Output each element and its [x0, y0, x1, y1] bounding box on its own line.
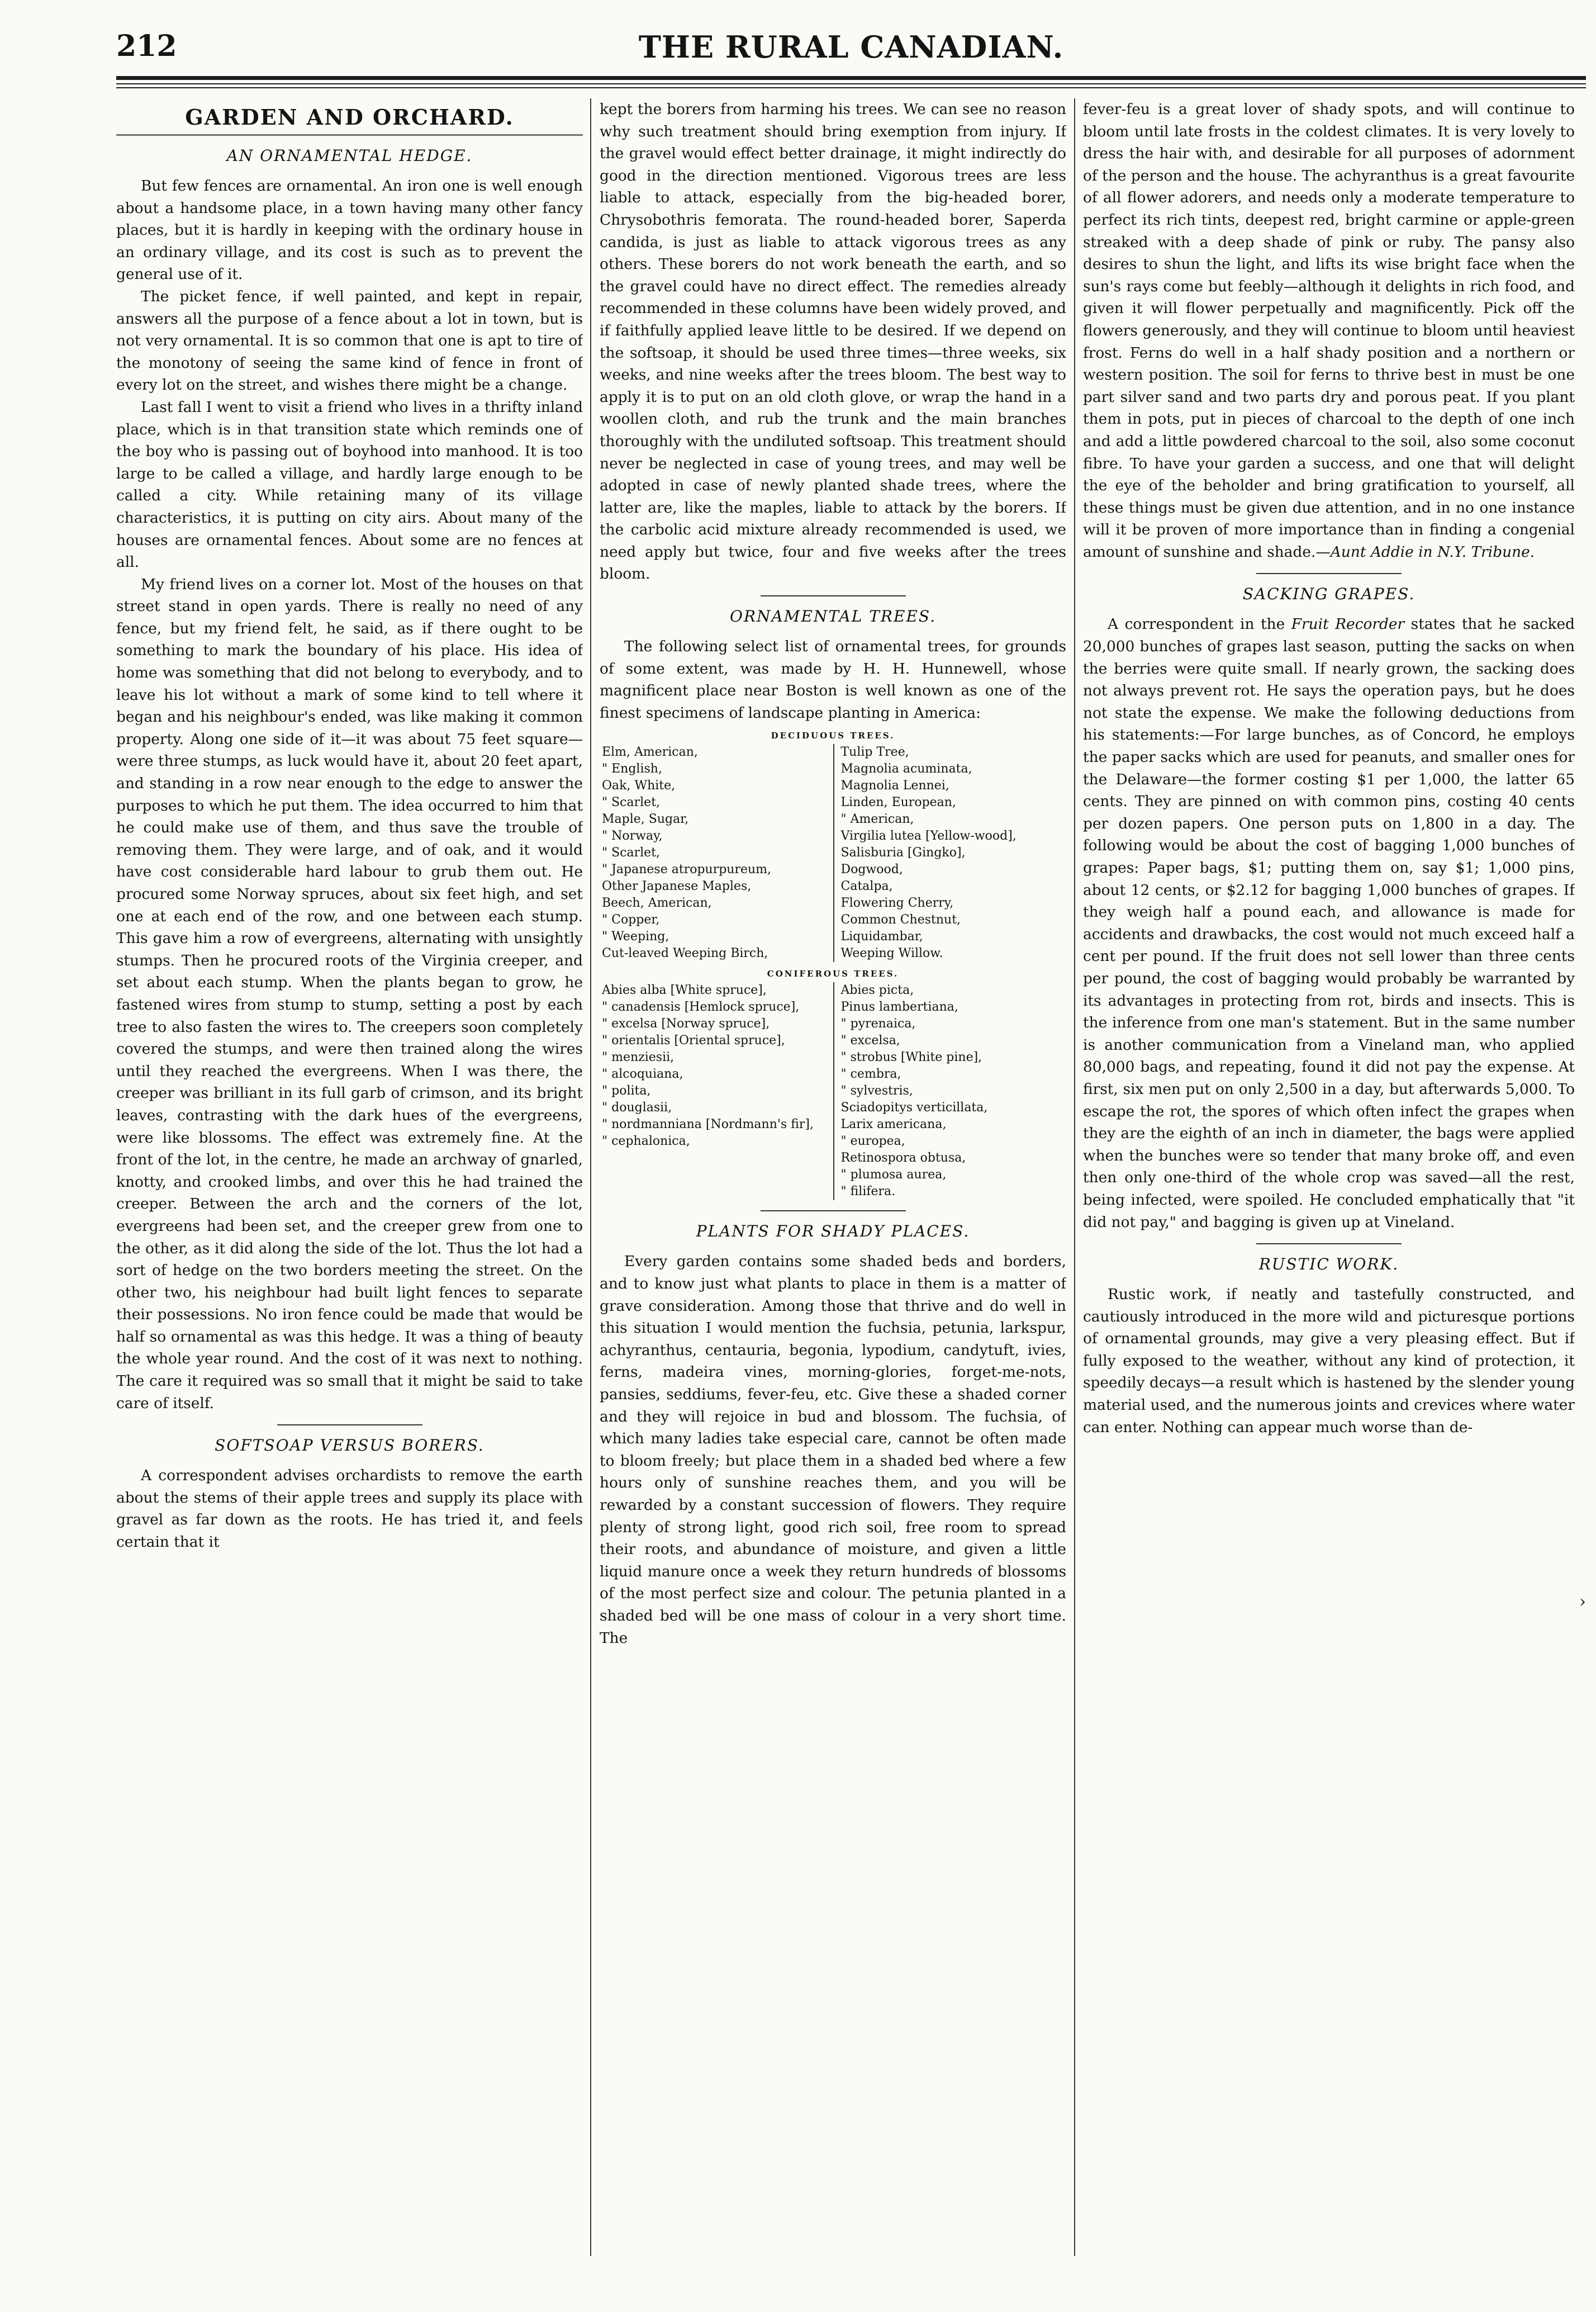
grapes-text-1: A correspondent in the — [1108, 615, 1291, 633]
tree-list-entry: " menziesii, — [602, 1050, 674, 1065]
tree-list-entry: " Scarlet, — [602, 795, 661, 810]
tree-list-entry: Common Chestnut, — [840, 913, 961, 927]
tree-list-entry: Salisburia [Gingko], — [840, 846, 966, 860]
tree-list-entry: " polita, — [602, 1084, 651, 1098]
tree-list-entry: Other Japanese Maples, — [602, 879, 752, 894]
shady-text: fever-feu is a great lover of shady spots, and will continue to bloom until late frosts in the coldest climates. It is very lovely to dress the hair with, and desirable for all purposes of adornment of the person and the house. The achyranthus is a great favourite of all flower adorers, and needs only a moderate temperature to perfect its rich tints, deepest red, bright carmine or apple-green streaked with a deep shade of pink or ruby. The pansy also desires to shun the light, and lifts its wise bright face when the sun's rays come but feebly—although it delights in rich food, and given it will flower perpetually and magnificently. Pick off the flowers generously, and they will continue to bloom until heaviest frost. Ferns do well in a half shady position and a northern or western position. The soil for ferns to thrive best in must be one part silver sand and two parts dry and porous peat. If you plant them in pots, put in pieces of charcoal to the depth of one inch and add a little powdered charcoal to the soil, also some coconut fibre. To have your garden a success, and one that will delight the eye of the beholder and bring gratification to yourself, all these things must be given due attention, and in no one instance will it be proven of more importance than in finding a congenial amount of sunshine and shade. — [1083, 101, 1575, 561]
deciduous-trees-heading: DECIDUOUS TREES. — [771, 731, 895, 741]
coniferous-trees-heading: CONIFEROUS TREES. — [767, 969, 899, 979]
article-heading-shady-places: PLANTS FOR SHADY PLACES. — [696, 1222, 970, 1241]
tree-list-entry: Abies alba [White spruce], — [602, 983, 767, 998]
tree-list-entry: Maple, Sugar, — [602, 812, 689, 827]
coniferous-left-column — [600, 982, 833, 1200]
tree-list-entry: " plumosa aurea, — [840, 1168, 947, 1182]
tree-list-entry: Retinospora obtusa, — [840, 1151, 966, 1166]
tree-list-entry: " excelsa, — [840, 1034, 900, 1048]
tree-list-entry: " alcoquiana, — [602, 1067, 683, 1082]
tree-list-entry: Magnolia Lennei, — [840, 779, 949, 793]
edge-mark: › — [1579, 1592, 1586, 1612]
tree-list-entry: Weeping Willow. — [840, 946, 943, 961]
header-rule-thin-2 — [116, 87, 1586, 88]
column-divider-2 — [1074, 98, 1075, 2256]
softsoap-paragraph-continued: kept the borers from harming his trees. We can see no reason why such treatment should bring exemption from injury. If the gravel would effect better drainage, it might indirectly do good in the direction mentioned. Vigorous trees are less liable to attack, especially from the big-headed borer, Chrysobothris femorata. The round-headed borer, Saperda candida, is just as liable to attack vigorous trees as any others. These borers do not work beneath the earth, and so the gravel could have no direct effect. The remedies already recommended in these columns have been widely proved, and if faithfully applied leave little to be desired. If we depend on the softsoap, it should be used three times—three weeks, six weeks, and nine weeks after the trees bloom. The best way to apply it is to put on an old cloth glove, or wrap the hand in a woollen cloth, and rub the trunk and the main branches thoroughly with the undiluted softsoap. This treatment should never be neglected in case of young trees, and may well be adopted in case of newly planted shade trees, where the latter are, like the maples, liable to attack by the borers. If the carbolic acid mixture already recommended is used, we need apply but twice, four and five weeks after the trees bloom. — [600, 101, 1066, 583]
tree-list-entry: Tulip Tree, — [840, 745, 909, 760]
deciduous-trees-list — [600, 744, 1066, 962]
column-3 — [1083, 98, 1575, 2256]
grapes-text-2: states that he sacked 20,000 bunches of grapes last season, putting the sacks on when the berries were quite small. If nearly grown, the sacking does not always prevent rot. He says the operation pays, but he does not state the expense. We make the following deductions from his statements:—For large bunches, as of Concord, he employs the paper sacks which are used for peanuts, and smaller ones for the Delaware—the former costing $1 per 1,000, the latter 65 cents. They are pinned on with common pins, costing 40 cents per dozen papers. One person puts on 1,800 in a day. The following would be about the cost of bagging 1,000 bunches of grapes: Paper bags, $1; putting them on, say $1; 1,000 pins, about 12 cents, or $2.12 for bagging 1,000 bunches of grapes. If they weigh half a pound each, and allowance is made for accidents and drawbacks, the cost would not much exceed half a cent per pound. If the fruit does not sell lower than three cents per pound, the cost of bagging would probably be warranted by its advantages in protecting from rot, birds and insects. This is the inference from one man's statement. But in the same number is another communication from a Vineland man, who applied 80,000 bags, and repeating, found it did not pay the expense. At first, six men put on only 2,500 in a day, but afterwards 5,000. To escape the rot, the spores of which often infect the grapes when they are the eighth of an inch in diameter, the bags were applied when the bunches were so tender that many broke off, and even then only one-third of the whole crop was saved—all the rest, being infected, were spoiled. He concluded emphatically that "it did not pay," and bagging is given up at Vineland. — [1083, 615, 1575, 1231]
article-heading-ornamental-hedge: AN ORNAMENTAL HEDGE. — [226, 146, 473, 165]
tree-list-entry: " sylvestris, — [840, 1084, 913, 1098]
tree-list-entry: " orientalis [Oriental spruce], — [602, 1034, 785, 1048]
tree-list-entry: " American, — [840, 812, 914, 827]
section-title-rule — [116, 134, 583, 136]
article-heading-rustic-work: RUSTIC WORK. — [1258, 1255, 1399, 1274]
tree-list-entry: " cembra, — [840, 1067, 901, 1082]
page-header — [116, 29, 1586, 74]
deciduous-left-column — [600, 744, 833, 962]
tree-list-entry: Abies picta, — [840, 983, 914, 998]
tree-list-entry: " Norway, — [602, 829, 663, 844]
hedge-paragraph: My friend lives on a corner lot. Most of the houses on that street stand in open yards. There is really no need of any fence, but my friend felt, he said, as if there ought to be something to mark the boundary of his place. His idea of home was something that did not belong to everybody, and to leave his lot without a mark of some kind to tell where it began and his neighbour's ended, was like making it common property. Along one side of it—it was about 75 feet square—were three stumps, as luck would have it, about 20 feet apart, and standing in a row near enough to the edge to answer the purposes to which he put them. The idea occurred to him that he could make use of them, and thus save the trouble of removing them. They were large, and of oak, and it would have cost considerable hard labour to grub them out. He procured some Norway spruces, about six feet high, and set one at each end of the row, and one between each stump. This gave him a row of evergreens, alternating with unsightly stumps. Then he procured roots of the Virginia creeper, and set about each stump. When the plants began to grow, he fastened wires from stump to stump, setting a post by each tree to also fasten the wires to. The creepers soon completely covered the stumps, and were then trained along the wires until they reached the evergreens. When I was there, the creeper was brilliant in its full garb of crimson, and its bright leaves, contrasting with the dark hues of the evergreens, were like blossoms. The effect was extremely fine. At the front of the lot, in the centre, he made an archway of gnarled, knotty, and crooked limbs, and over this he had trained the creeper. Between the arch and the corners of the lot, evergreens had been set, and the creeper grew from one to the other, as it did along the side of the lot. Thus the lot had a sort of hedge on the two borders meeting the street. On the other two, his neighbour had built light fences to separate their possessions. No iron fence could be made that would be half so ornamental as was this hedge. It was a thing of beauty the whole year round. And the cost of it was next to nothing. The care it required was so small that it might be said to take care of itself. — [116, 575, 583, 1412]
tree-list-entry: Virgilia lutea [Yellow-wood], — [840, 829, 1016, 844]
article-separator — [761, 595, 906, 596]
tree-list-entry: Linden, European, — [840, 795, 956, 810]
tree-list-entry: Larix americana, — [840, 1117, 947, 1132]
tree-list-entry: Magnolia acuminata, — [840, 762, 972, 776]
tree-list-entry: " excelsa [Norway spruce], — [602, 1017, 770, 1031]
tree-list-entry: Sciadopitys verticillata, — [840, 1101, 988, 1115]
tree-list-entry: Elm, American, — [602, 745, 698, 760]
softsoap-paragraph-start: A correspondent advises orchardists to remove the earth about the stems of their apple trees and supply its place with gravel as far down as the roots. He has tried it, and feels certain that it — [116, 1467, 583, 1551]
rustic-paragraph: Rustic work, if neatly and tastefully constructed, and cautiously introduced in the more wild and picturesque portions of ornamental grounds, may give a very pleasing effect. But if fully exposed to the weather, without any kind of protection, it speedily decays—a result which is hastened by the slender young material used, and the numerous joints and crevices where water can enter. Nothing can appear much worse than de- — [1083, 1286, 1575, 1436]
tree-list-entry: " Scarlet, — [602, 846, 661, 860]
tree-list-entry: " pyrenaica, — [840, 1017, 916, 1031]
column-2 — [600, 98, 1066, 2256]
article-heading-softsoap: SOFTSOAP VERSUS BORERS. — [215, 1436, 484, 1455]
tree-list-entry: " filifera. — [840, 1185, 896, 1199]
tree-list-entry: Cut-leaved Weeping Birch, — [602, 946, 768, 961]
article-heading-sacking-grapes: SACKING GRAPES. — [1242, 585, 1416, 604]
tree-list-entry: Oak, White, — [602, 779, 676, 793]
tree-list-entry: " strobus [White pine], — [840, 1050, 982, 1065]
shady-paragraph-start: Every garden contains some shaded beds and borders, and to know just what plants to place in them is a matter of grave consideration. Among those that thrive and do well in this situation I would mention the fuchsia, petunia, larkspur, achyranthus, centauria, begonia, lypodium, candytuft, ivies, ferns, madeira vines, morning-glories, forget-me-nots, pansies, seddiums, fever-feu, etc. Give these a shaded corner and they will rejoice in bud and blossom. The fuchsia, of which many ladies take especial care, cannot be often made to bloom freely; but place them in a shaded bed where a few hours only of sunshine reaches them, and you will be rewarded by a constant succession of flowers. They require plenty of strong light, good rich soil, free room to spread their roots, and abundance of moisture, and given a little liquid manure once a week they return hundreds of blossoms of the most perfect size and colour. The petunia planted in a shaded bed will be one mass of colour in a very short time. The — [600, 1253, 1066, 1647]
hedge-paragraph: Last fall I went to visit a friend who lives in a thrifty inland place, which is in that transition state which reminds one of the boy who is passing out of boyhood into manhood. It is too large to be called a village, and hardly large enough to be called a city. While retaining many of its village characteristics, it is putting on city airs. About many of the houses are ornamental fences. About some are no fences at all. — [116, 398, 583, 571]
tree-list-entry: Flowering Cherry, — [840, 896, 954, 911]
article-separator — [761, 1210, 906, 1211]
tree-list-entry: Catalpa, — [840, 879, 893, 894]
tree-list-entry: " cephalonica, — [602, 1134, 690, 1149]
tree-list-entry: " Copper, — [602, 913, 660, 927]
tree-list-entry: " nordmanniana [Nordmann's fir], — [602, 1117, 814, 1132]
tree-list-entry: " douglasii, — [602, 1101, 672, 1115]
column-divider-1 — [590, 98, 591, 2256]
header-rule-thin — [116, 83, 1586, 84]
shady-paragraph-continued — [1083, 98, 1575, 563]
trees-intro: The following select list of ornamental trees, for grounds of some extent, was made by H. H. Hunnewell, whose magnificent place near Boston is well known as one of the finest specimens of landscape planting in America: — [600, 638, 1066, 722]
tree-list-entry: Beech, American, — [602, 896, 712, 911]
tree-list-entry: " europea, — [840, 1134, 905, 1149]
shady-attribution: —Aunt Addie in N.Y. Tribune. — [1315, 543, 1535, 561]
article-separator — [1256, 1243, 1402, 1244]
section-title: GARDEN AND ORCHARD. — [185, 105, 514, 130]
hedge-paragraph: The picket fence, if well painted, and kept in repair, answers all the purpose of a fence about a lot in town, but is not very ornamental. It is so common that one is apt to tire of the monotony of seeing the same kind of fence in front of every lot on the street, and wishes there might be a change. — [116, 287, 583, 394]
column-1 — [116, 98, 583, 2256]
deciduous-right-column — [833, 744, 1067, 962]
hedge-paragraph: But few fences are ornamental. An iron one is well enough about a handsome place, in a town having many other fancy places, but it is hardly in keeping with the ordinary house in an ordinary village, and its cost is such as to prevent the general use of it. — [116, 177, 583, 283]
article-separator — [277, 1424, 422, 1425]
article-separator — [1256, 573, 1402, 574]
tree-list-entry: Pinus lambertiana, — [840, 1000, 958, 1015]
tree-list-entry: " Japanese atropurpureum, — [602, 863, 772, 877]
grapes-paragraph — [1083, 613, 1575, 1233]
tree-list-entry: " English, — [602, 762, 662, 776]
grapes-journal-name: Fruit Recorder — [1291, 615, 1405, 633]
header-rule-thick — [116, 76, 1586, 80]
article-heading-ornamental-trees: ORNAMENTAL TREES. — [730, 607, 936, 626]
coniferous-trees-list — [600, 982, 1066, 1200]
masthead-title: THE RURAL CANADIAN. — [638, 29, 1064, 65]
tree-list-entry: " Weeping, — [602, 930, 669, 944]
tree-list-entry: " canadensis [Hemlock spruce], — [602, 1000, 800, 1015]
tree-list-entry: Dogwood, — [840, 863, 903, 877]
coniferous-right-column — [833, 982, 1067, 1200]
page-number: 212 — [116, 29, 177, 63]
tree-list-entry: Liquidambar, — [840, 930, 923, 944]
